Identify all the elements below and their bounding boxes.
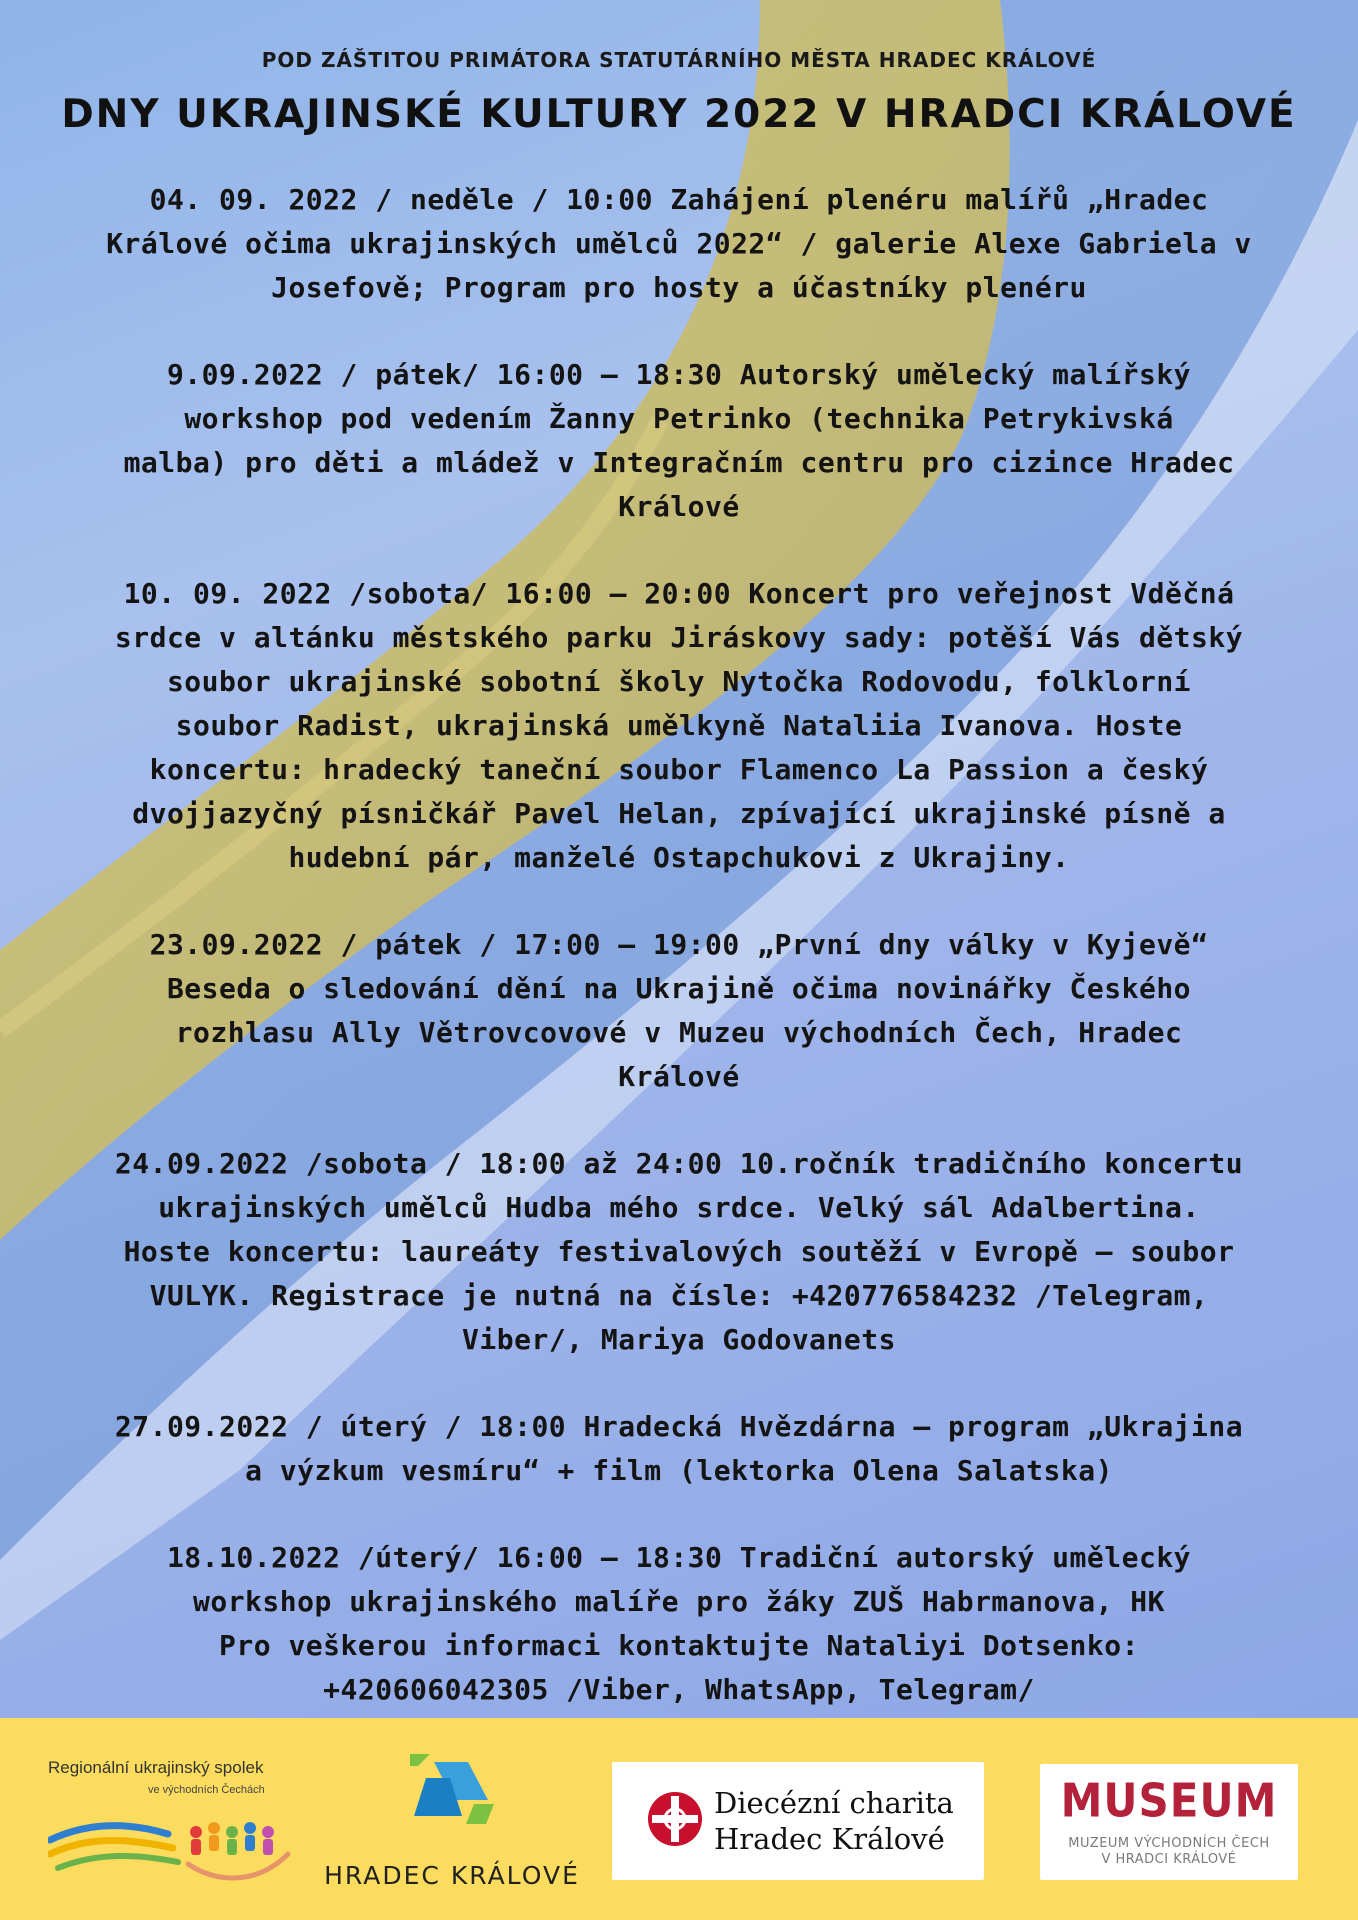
patronage-line: POD ZÁŠTITOU PRIMÁTORA STATUTÁRNÍHO MĚSTA HRADEC KRÁLOVÉ <box>261 48 1097 72</box>
page-title: DNY UKRAJINSKÉ KULTURY 2022 V HRADCI KRÁLOVÉ <box>61 92 1297 137</box>
museum-logo <box>1040 1764 1298 1880</box>
event-item: 23.09.2022 / pátek / 17:00 – 19:00 „První dny války v Kyjevě“ Beseda o sledování dění na Ukrajině očima novinářky Českého rozhlasu Ally Větrovcovové v Muzeu východních Čech, Hradec Králové <box>149 928 1209 1093</box>
event-item: 18.10.2022 /úterý/ 16:00 – 18:30 Tradiční autorský umělecký workshop ukrajinského malíře pro žáky ZUŠ Habrmanova, HK Pro veškerou informaci kontaktujte Nataliyi Dotsenko: +420606042305 /Viber, WhatsApp, Telegram/ <box>166 1541 1192 1706</box>
city-mark-icon <box>396 1754 506 1838</box>
museum-subtitle-line1: MUZEUM VÝCHODNÍCH ČECH <box>1068 1836 1270 1851</box>
event-item: 10. 09. 2022 /sobota/ 16:00 – 20:00 Koncert pro veřejnost Vděčná srdce v altánku městského parku Jiráskovy sady: potěší Vás dětský soubor ukrajinské sobotní školy Nytočka Rodovodu, folklorní soubor Radist, ukrajinská umělkyně Nataliia Ivanova. Hoste koncertu: hradecký taneční soubor Flamenco La Passion a český dvojjazyčný písničkář Pavel Helan, zpívající ukrajinské písně a hudební pár, manželé Ostapchukovi z Ukrajiny. <box>114 577 1244 874</box>
sponsor-footer <box>0 1718 1358 1920</box>
spolek-subtitle: ve východních Čechách <box>148 1784 265 1796</box>
hradec-kralove-logo <box>316 1754 588 1904</box>
charita-name-line1: Diecézní charita <box>714 1786 954 1820</box>
event-list <box>50 178 1308 1712</box>
charita-name-line2: Hradec Králové <box>714 1822 945 1856</box>
event-item: 04. 09. 2022 / neděle / 10:00 Zahájení plenéru malířů „Hradec Králové očima ukrajinských umělců 2022“ / galerie Alexe Gabriela v Josefově; Program pro hosty a účastníky plenéru <box>106 183 1252 304</box>
event-item: 9.09.2022 / pátek/ 16:00 – 18:30 Autorský umělecký malířský workshop pod vedením Žanny Petrinko (technika Petrykivská malba) pro děti a mládež v Integračním centru pro cizince Hradec Králové <box>123 358 1235 523</box>
event-item: 24.09.2022 /sobota / 18:00 až 24:00 10.ročník tradičního koncertu ukrajinských umělců Hudba mého srdce. Velký sál Adalbertina. Hoste koncertu: laureáty festivalových soutěží v Evropě – soubor VULYK. Registrace je nutná na čísle: +420776584232 /Telegram, Viber/, Mariya Godovanets <box>114 1147 1244 1356</box>
children-wave-icon <box>48 1804 298 1888</box>
museum-subtitle-line2: V HRADCI KRÁLOVÉ <box>1101 1852 1237 1867</box>
event-item: 27.09.2022 / úterý / 18:00 Hradecká Hvězdárna – program „Ukrajina a výzkum vesmíru“ + film (lektorka Olena Salatska) <box>114 1410 1244 1487</box>
museum-wordmark: MUSEUM <box>1060 1773 1278 1828</box>
charita-logo <box>612 1762 984 1880</box>
charita-cross-icon <box>646 1790 704 1848</box>
spolek-logo <box>48 1758 298 1888</box>
spolek-title: Regionální ukrajinský spolek <box>48 1758 264 1777</box>
city-name: HRADEC KRÁLOVÉ <box>324 1861 580 1890</box>
